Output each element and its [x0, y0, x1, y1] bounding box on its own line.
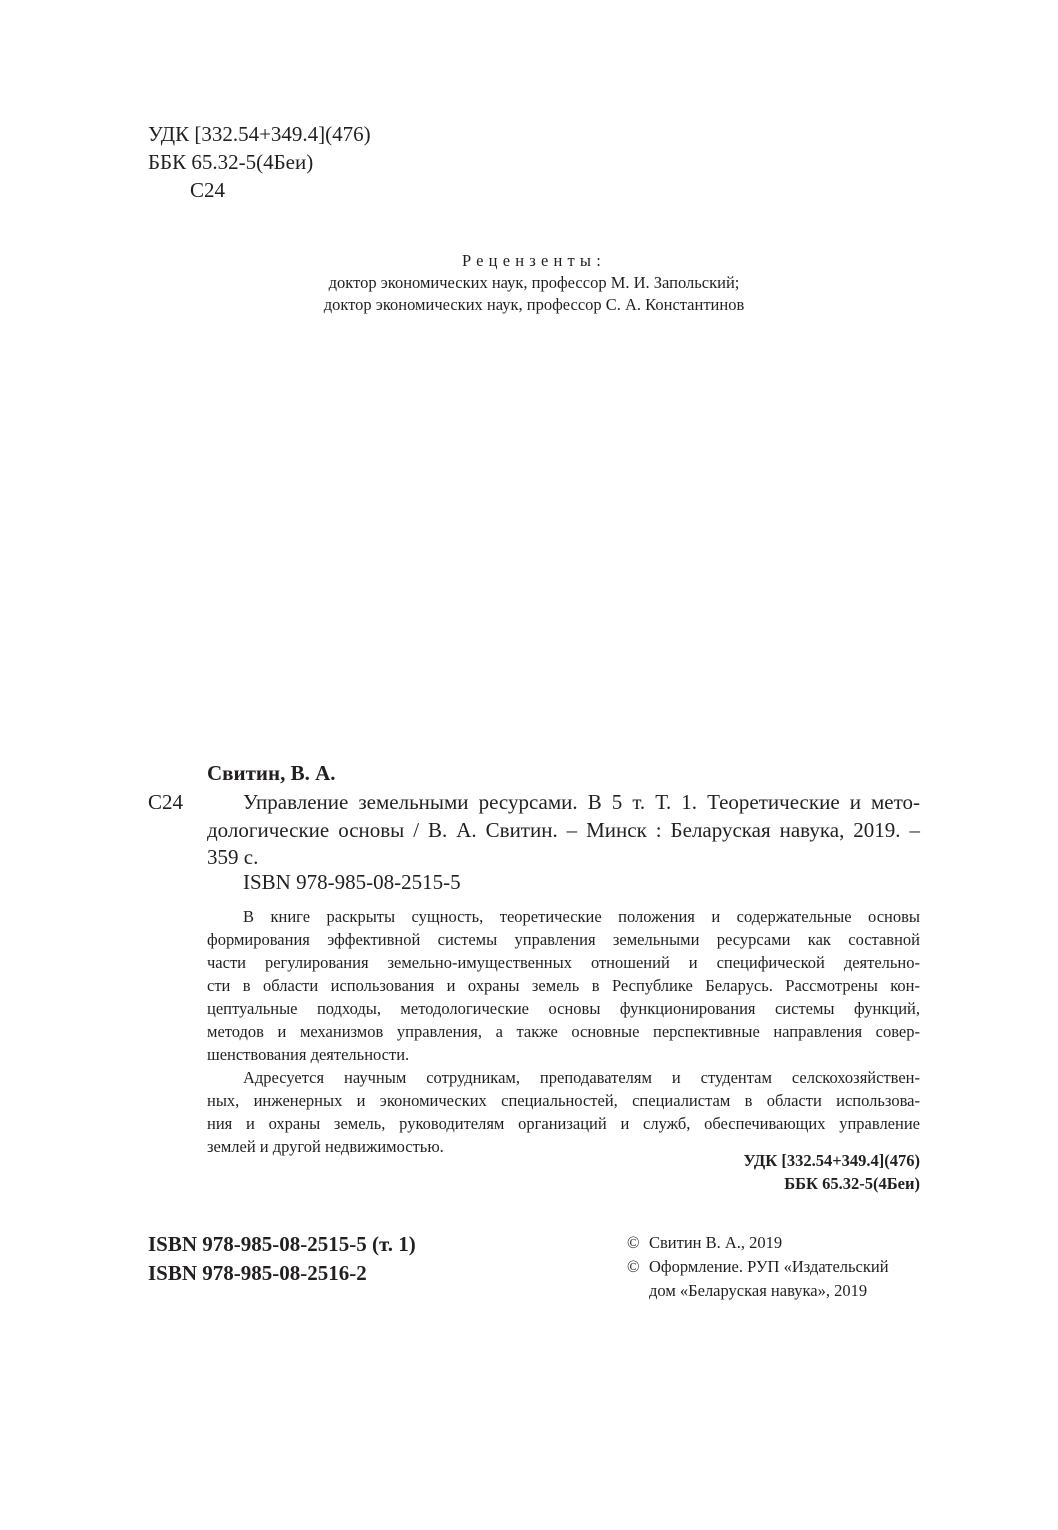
record-author-code: С24 [148, 790, 184, 814]
header-author-code: С24 [190, 178, 226, 202]
annotation [207, 905, 920, 1158]
header-bbk: ББК 65.32-5(4Беи) [148, 150, 314, 174]
reviewers-heading: Рецензенты: [461, 251, 607, 270]
annotation-line: формирования эффективной системы управления земельными ресурсами как составной [207, 930, 920, 949]
classification-codes [743, 1149, 920, 1195]
annotation-line: Адресуется научным сотрудникам, преподавателям и студентам селскохозяйствен- [243, 1068, 920, 1087]
copyright-design [627, 1255, 889, 1279]
codes-udk: УДК [332.54+349.4](476) [743, 1151, 920, 1170]
annotation-line: В книге раскрыты сущность, теоретические положения и содержательные основы [243, 907, 920, 926]
header-udk: УДК [332.54+349.4](476) [148, 122, 371, 146]
copyright-block [627, 1231, 889, 1303]
record-isbn: ISBN 978-985-08-2515-5 [243, 870, 461, 894]
annotation-line: землей и другой недвижимостью. [207, 1137, 444, 1156]
annotation-line: части регулирования земельно-имущественных отношений и специфической деятельно- [207, 953, 920, 972]
copyright-author [627, 1231, 889, 1255]
copyright-design-cont: дом «Беларуская навука», 2019 [649, 1281, 868, 1300]
copyright-icon: © [627, 1233, 640, 1252]
reviewer-1: доктор экономических наук, профессор М. И. Запольский; [328, 273, 740, 292]
record-title-line: дологические основы / В. А. Свитин. – Минск : Беларуская навука, 2019. – [207, 817, 920, 842]
record-title-line: Управление земельными ресурсами. В 5 т. Т. 1. Теоретические и мето- [243, 790, 920, 814]
isbn-block [148, 1230, 416, 1288]
annotation-line: ния и охраны земель, руководителям организаций и служб, обеспечивающих управление [207, 1114, 920, 1133]
annotation-line: методов и механизмов управления, а также основные перспективные направления совер- [207, 1022, 920, 1041]
annotation-line: сти в области использования и охраны земель в Республике Беларусь. Рассмотрены кон- [207, 976, 920, 995]
record-title-line: 359 с. [207, 845, 259, 869]
codes-bbk: ББК 65.32-5(4Беи) [784, 1174, 920, 1193]
annotation-line: цептуальные подходы, методологические основы функционирования системы функций, [207, 999, 920, 1018]
annotation-line: шенствования деятельности. [207, 1045, 410, 1064]
record-title [207, 789, 920, 872]
reviewer-2: доктор экономических наук, профессор С. А. Константинов [323, 295, 745, 314]
copyright-icon: © [627, 1257, 640, 1276]
annotation-line: ных, инженерных и экономических специальностей, специалистам в области использова- [207, 1091, 920, 1110]
copyright-author-text: Свитин В. А., 2019 [649, 1233, 783, 1252]
isbn-set: ISBN 978-985-08-2516-2 [148, 1261, 367, 1285]
isbn-volume: ISBN 978-985-08-2515-5 (т. 1) [148, 1232, 416, 1256]
copyright-design-text: Оформление. РУП «Издательский [649, 1257, 889, 1276]
reviewers-block [150, 250, 918, 316]
record-author: Свитин, В. А. [207, 761, 336, 785]
